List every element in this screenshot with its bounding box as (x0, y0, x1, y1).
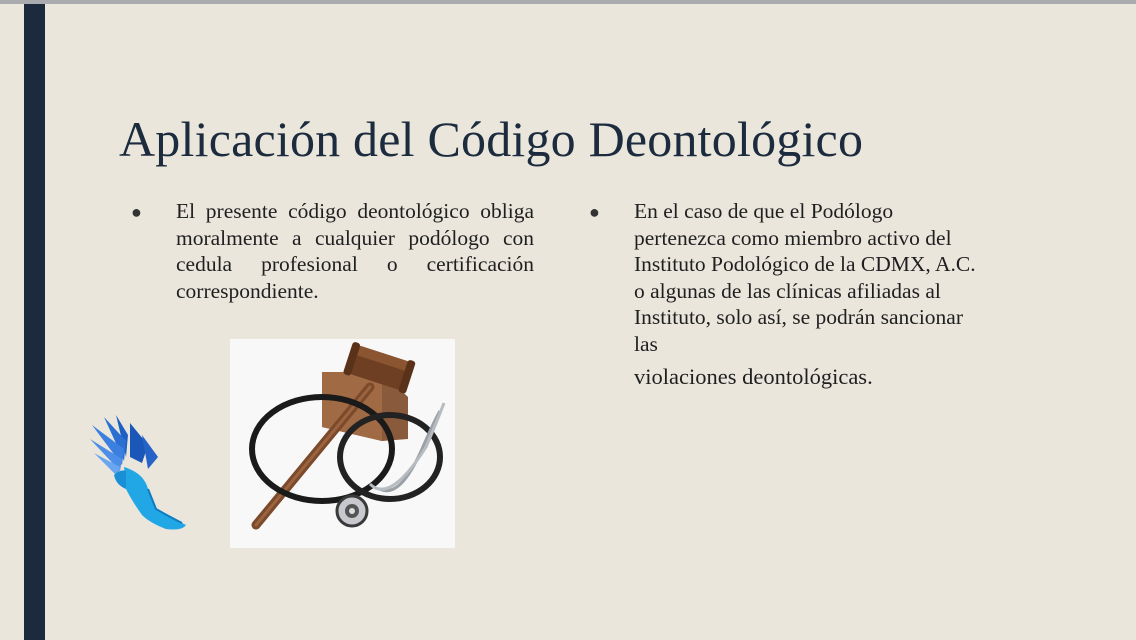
bullet-text-right (634, 198, 984, 391)
gavel-stethoscope-image (230, 339, 455, 548)
top-border (0, 0, 1136, 4)
winged-foot-logo (86, 405, 192, 533)
bullet-text-right-last-line: violaciones deontológicas. (634, 364, 873, 389)
bullet-dot: ● (589, 202, 600, 222)
bullet-text-right-body: En el caso de que el Podólogo pertenezca como miembro activo del Instituto Podológico de la CDMX, A.C. o algunas de las clínicas afiliadas al Instituto, solo así, se podrán sancionar las (634, 199, 976, 356)
bullet-text-left: El presente código deontológico obliga moralmente a cualquier podólogo con cedula profesional o certificación correspondiente. (176, 199, 534, 303)
left-accent-bar (24, 4, 45, 640)
bullet-dot: ● (131, 202, 142, 222)
slide-title: Aplicación del Código Deontológico (119, 111, 864, 167)
